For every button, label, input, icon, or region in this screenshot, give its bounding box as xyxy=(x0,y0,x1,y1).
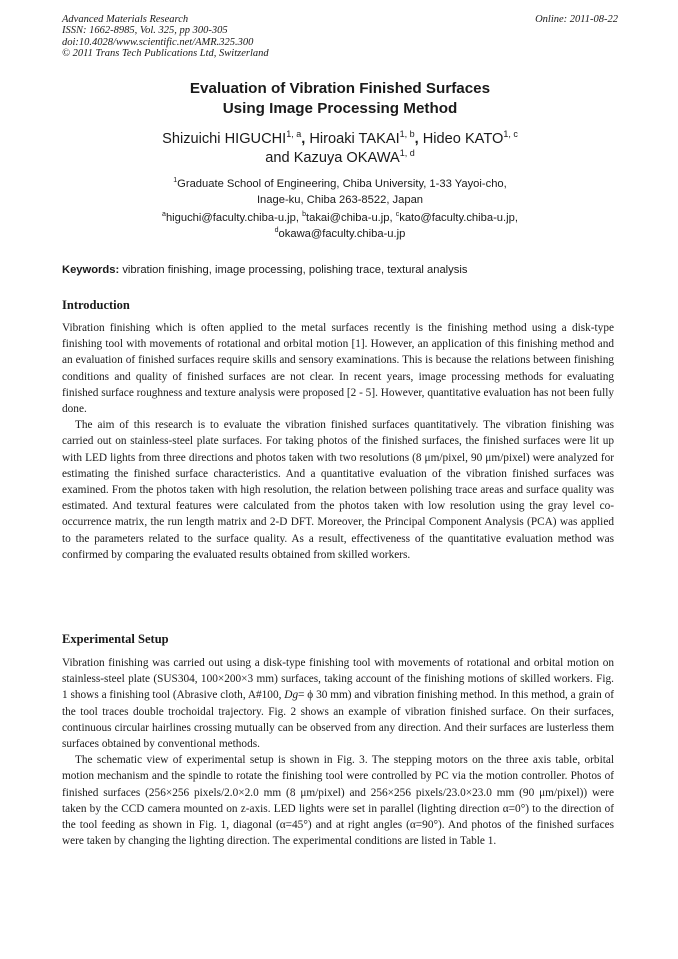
paragraph: Vibration finishing which is often applied to the metal surfaces recently is the finishing method using a disk-type finishing tool with movements of rotational and orbital motion [1]. However, an application of this finishing method and an evaluation of finished surfaces require skills and sensory examinations. This is because the relations between finishing conditions and quality of finished surfaces are not clear. In recent years, image processing methods for evaluating finished surface roughness and texture analysis were proposed [2 - 5]. However, quantitative evaluation has not been fully done. xyxy=(62,322,614,416)
email-link[interactable]: higuchi@faculty.chiba-u.jp, xyxy=(165,212,299,224)
paper-title xyxy=(62,79,618,119)
author-affil-mark: 1, c xyxy=(503,129,518,139)
paragraph: The aim of this research is to evaluate the vibration finished surfaces quantitatively. The vibration finishing was carried out on stainless-steel plate surfaces. For taking photos of the finished surfaces, the finished surfaces were lit up with LED lights from three directions and photos taken with two resolutions (8 μm/pixel, 90 μm/pixel) were analyzed for estimating the finished surface characteristics. And a quantitative evaluation of the vibration finished surfaces was examined. From the photos taken with high resolution, the relation between polishing trace areas and surface quality was estimated. And textural features were calculated from the photos taken with low resolution using the gray level co-occurrence matrix, the run length matrix and 2-D DFT. Moreover, the Principal Component Analysis (PCA) was applied to the parameters related to the surface quality. As a result, effectiveness of the quantitative evaluation method was confirmed by comparing the evaluated results obtained from skilled workers. xyxy=(62,419,614,561)
affiliation-line-2: Inage-ku, Chiba 263-8522, Japan xyxy=(256,193,424,206)
affiliation xyxy=(62,177,618,208)
affiliation-line-1: $^1$Graduate School of Engineering, Chiba University, 1-33 Yayoi-cho, xyxy=(173,177,507,190)
title-line-1: Evaluation of Vibration Finished Surfaces xyxy=(189,80,491,97)
author-name: Hiroaki TAKAI xyxy=(309,131,400,147)
authors-line-2 xyxy=(62,149,618,168)
author-emails xyxy=(62,211,618,242)
email-link[interactable]: kato@faculty.chiba-u.jp, xyxy=(399,212,518,224)
paragraph: The schematic view of experimental setup is shown in Fig. 3. The stepping motors on the three axis table, orbital motion mechanism and the spindle to rotate the finishing tool were controlled by PC via the motion controller. Photos of finished surfaces (256×256 pixels/2.0×2.0 mm (8 μm/pixel) and 256×256 pixels/23.0×23.0 mm (90 μm/pixel)) were taken by the CCD camera mounted on z-axis. LED lights were set in parallel (lighting direction α=0°) to the direction of the tool feeding as shown in Fig. 1, diagonal (α=45°) and at right angles (α=90°). And photos of the finished surfaces were taken by changing the lighting direction. The experimental conditions are listed in Table 1. xyxy=(62,754,614,848)
email-link[interactable]: takai@chiba-u.jp, xyxy=(306,212,393,224)
title-line-2: Using Image Processing Method xyxy=(222,100,458,117)
author-affil-mark: 1, a xyxy=(286,129,302,139)
online-date: Online: 2011-08-22 xyxy=(535,14,618,25)
introduction-body xyxy=(62,320,614,563)
affiliation-mark: 1 xyxy=(173,177,178,184)
experimental-body xyxy=(62,655,614,849)
emails-line-2: $^d$okawa@faculty.chiba-u.jp xyxy=(274,226,406,240)
issn-line: ISSN: 1662-8985, Vol. 325, pp 300-305 xyxy=(62,25,228,37)
authors-line-1: Shizuichi HIGUCHI$^{1, a}$, Hiroaki TAKAI$^{1, b}$, Hideo KATO$^{1, c}$ xyxy=(162,129,518,147)
author-affil-mark: 1, b xyxy=(399,129,415,139)
author-name: Hideo KATO xyxy=(422,131,504,147)
doi-line: doi:10.4028/www.scientific.net/AMR.325.300 xyxy=(62,36,254,48)
section-heading-introduction: Introduction xyxy=(62,298,130,312)
section-heading-experimental-setup: Experimental Setup xyxy=(62,632,169,646)
author-list xyxy=(62,130,618,168)
journal-name: Advanced Materials Research xyxy=(62,14,189,25)
copyright-line: © 2011 Trans Tech Publications Ltd, Switzerland xyxy=(62,48,269,60)
email-link[interactable]: okawa@faculty.chiba-u.jp xyxy=(278,227,406,240)
keywords-label: Keywords: xyxy=(62,264,120,276)
paragraph: Vibration finishing was carried out using a disk-type finishing tool with movements of rotational and orbital motion on stainless-steel plate (SUS304, 100×200×3 mm) surfaces, taking account of the finishing motions of skilled workers. Fig. 1 shows a finishing tool (Abrasive cloth, A#100, Dg= ϕ 30 mm) and vibration finishing method. In this method, a grain of the tool traces double trochoidal trajectory. Fig. 2 shows an example of vibration finished surface. On their surfaces, continuous circular hairlines crossing mutually can be observed from any direction. And their surfaces are lusterless them surfaces obtained by conventional methods. xyxy=(62,657,614,751)
keywords xyxy=(62,263,618,277)
author-name: and Kazuya OKAWA xyxy=(265,150,400,166)
journal-header xyxy=(62,14,618,60)
keywords-text: vibration finishing, image processing, polishing trace, textural analysis xyxy=(122,264,468,276)
author-affil-mark: 1, d xyxy=(399,148,415,158)
symbol-dg: Dg xyxy=(284,689,299,702)
emails-line-1: $^a$higuchi@faculty.chiba-u.jp, $^b$takai@chiba-u.jp, $^c$kato@faculty.chiba-u.jp, xyxy=(162,211,518,224)
author-name: Shizuichi HIGUCHI xyxy=(162,131,287,147)
